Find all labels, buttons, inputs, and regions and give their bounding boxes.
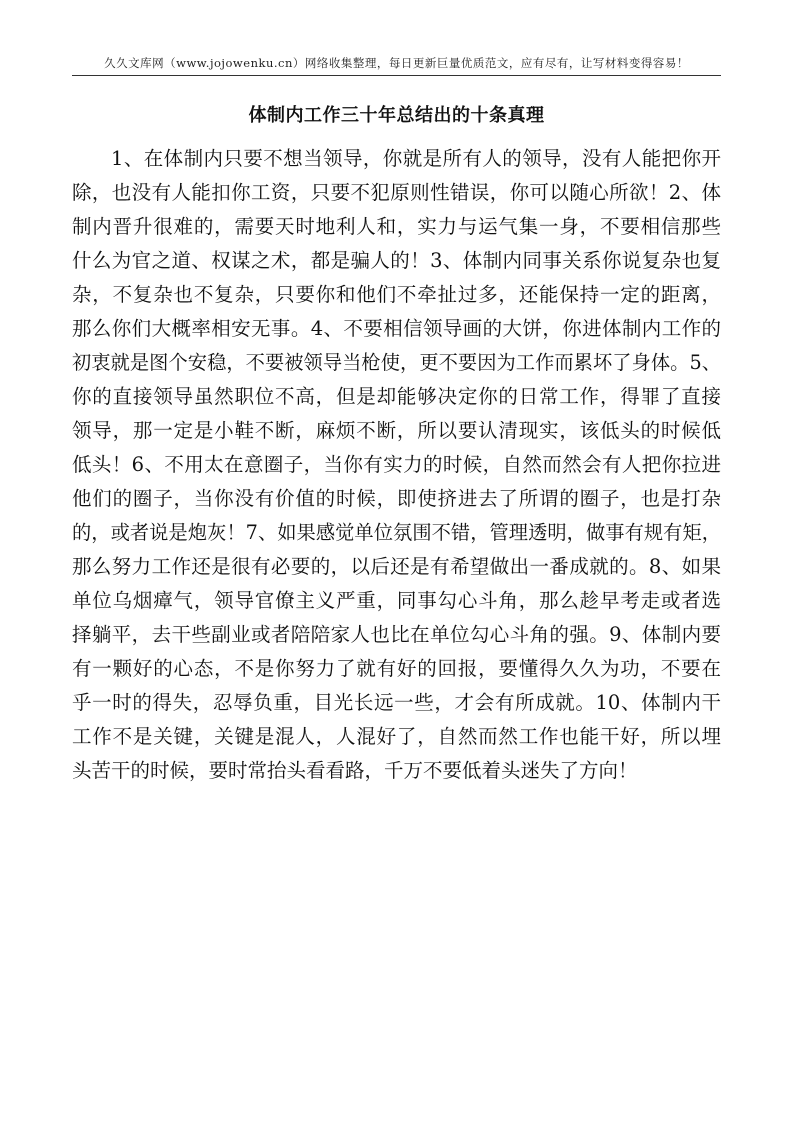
- body-line: 初衷就是图个安稳，不要被领导当枪使，更不要因为工作而累坏了身体。5、: [72, 351, 721, 374]
- body-line: 的，或者说是炮灰！7、如果感觉单位氛围不错，管理透明，做事有规有矩，: [72, 521, 721, 544]
- body-line: 你的直接领导虽然职位不高，但是却能够决定你的日常工作，得罪了直接: [72, 385, 721, 408]
- page-header: 久久文库网（www.jojowenku.cn）网络收集整理，每日更新巨量优质范文，应有尽有，让写材料变得容易！: [104, 56, 689, 70]
- body-line: 1、在体制内只要不想当领导，你就是所有人的领导，没有人能把你开: [111, 147, 721, 170]
- body-line: 乎一时的得失，忍辱负重，目光长远一些，才会有所成就。10、体制内干: [72, 691, 721, 714]
- body-line: 工作不是关键，关键是混人，人混好了，自然而然工作也能干好，所以埋: [72, 725, 721, 748]
- body-line: 除，也没有人能扣你工资，只要不犯原则性错误，你可以随心所欲！2、体: [72, 181, 721, 204]
- header-divider: [72, 75, 721, 76]
- body-line: 择躺平，去干些副业或者陪陪家人也比在单位勾心斗角的强。9、体制内要: [72, 623, 721, 646]
- body-line: 那么你们大概率相安无事。4、不要相信领导画的大饼，你进体制内工作的: [72, 317, 721, 340]
- body-line: 领导，那一定是小鞋不断，麻烦不断，所以要认清现实，该低头的时候低: [72, 419, 721, 442]
- body-line: 制内晋升很难的，需要天时地利人和，实力与运气集一身，不要相信那些: [72, 215, 721, 238]
- body-line: 杂，不复杂也不复杂，只要你和他们不牵扯过多，还能保持一定的距离，: [72, 283, 721, 306]
- document-body: [72, 142, 721, 788]
- document-title: 体制内工作三十年总结出的十条真理: [248, 105, 545, 126]
- body-line: 有一颗好的心态，不是你努力了就有好的回报，要懂得久久为功，不要在: [72, 657, 721, 680]
- body-line: 什么为官之道、权谋之术，都是骗人的！3、体制内同事关系你说复杂也复: [72, 249, 721, 272]
- body-line: 他们的圈子，当你没有价值的时候，即使挤进去了所谓的圈子，也是打杂: [72, 487, 721, 510]
- body-line: 单位乌烟瘴气，领导官僚主义严重，同事勾心斗角，那么趁早考走或者选: [72, 589, 721, 612]
- body-line: 头苦干的时候，要时常抬头看看路，千万不要低着头迷失了方向！: [72, 759, 638, 782]
- body-line: 那么努力工作还是很有必要的，以后还是有希望做出一番成就的。8、如果: [72, 555, 721, 578]
- body-line: 低头！6、不用太在意圈子，当你有实力的时候，自然而然会有人把你拉进: [72, 453, 721, 476]
